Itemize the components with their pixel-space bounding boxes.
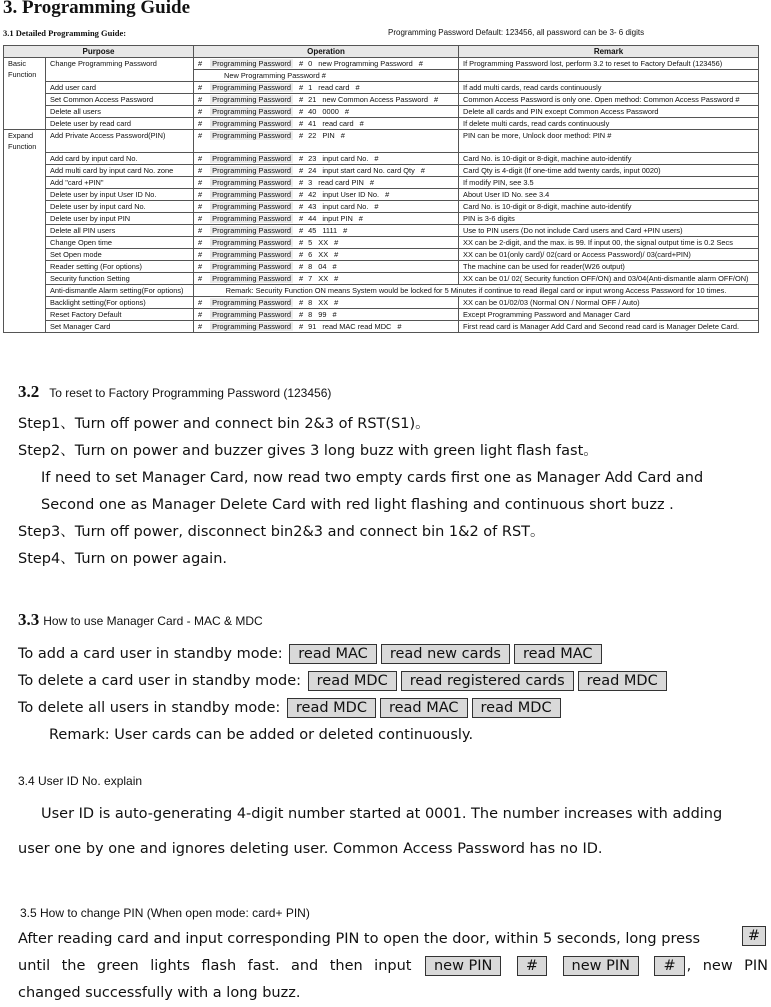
operation-cell	[194, 82, 459, 94]
purpose-cell: Anti-dismantle Alarm setting(For options)	[46, 285, 194, 297]
table-header-row	[4, 46, 759, 58]
operation-token: #	[355, 83, 360, 92]
operation-cell	[194, 297, 459, 309]
operation-token: #	[299, 83, 304, 92]
table-row	[4, 309, 759, 321]
operation-token: 22	[308, 131, 317, 140]
operation-token: #	[198, 322, 203, 331]
operation-token: #	[198, 310, 203, 319]
section-title: To reset to Factory Programming Password (123456)	[49, 386, 332, 400]
hash-key: #	[517, 956, 547, 976]
operation-token: #	[198, 166, 203, 175]
operation-token: Programming Password	[212, 131, 292, 140]
operation-token: #	[299, 322, 304, 331]
table-row	[4, 261, 759, 273]
operation-cell	[194, 249, 459, 261]
operation-token: PIN	[322, 131, 335, 140]
operation-cell	[194, 321, 459, 333]
operation-token: 99	[318, 310, 327, 319]
operation-token: 8	[308, 310, 313, 319]
remark-cell: If Programming Password lost, perform 3.2 to reset to Factory Default (123456)	[459, 58, 759, 70]
section-3-3-body	[18, 641, 669, 749]
operation-token: #	[198, 214, 203, 223]
step-line: Second one as Manager Delete Card with red light flashing and continuous short buzz .	[41, 497, 674, 513]
table-row	[4, 213, 759, 225]
operation-token: #	[418, 59, 423, 68]
operation-token: #	[198, 83, 203, 92]
operation-token: #	[397, 322, 402, 331]
purpose-cell: Backlight setting(For options)	[46, 297, 194, 309]
remark-cell: About User ID No. see 3.4	[459, 189, 759, 201]
operation-cell	[194, 153, 459, 165]
operation-token: Programming Password	[212, 83, 292, 92]
remark-cell: If modify PIN, see 3.5	[459, 177, 759, 189]
remark-cell: Except Programming Password and Manager Card	[459, 309, 759, 321]
table-row	[4, 237, 759, 249]
manager-card-line	[18, 668, 669, 695]
remark-cell: First read card is Manager Add Card and Second read card is Manager Delete Card.	[459, 321, 759, 333]
operation-token: #	[198, 298, 203, 307]
section-number: 3.2	[18, 382, 40, 401]
operation-cell	[194, 118, 459, 130]
operation-token: #	[198, 226, 203, 235]
purpose-cell: Set Common Access Password	[46, 94, 194, 106]
operation-token: 1	[308, 83, 313, 92]
operation-cell	[194, 130, 459, 153]
remark-cell: XX can be 2-digit, and the max. is 99. If input 00, the signal output time is 0.2 Secs	[459, 237, 759, 249]
purpose-cell: Add "card +PIN"	[46, 177, 194, 189]
remark-cell: The machine can be used for reader(W26 output)	[459, 261, 759, 273]
card-action-key: read new cards	[381, 644, 510, 664]
remark-cell: Common Access Password is only one. Open method: Common Access Password #	[459, 94, 759, 106]
operation-cell	[194, 165, 459, 177]
section-3-4-heading: 3.4 User ID No. explain	[18, 774, 143, 788]
remark-cell: Card Qty is 4-digit (If one-time add twenty cards, input 0020)	[459, 165, 759, 177]
instruction-label: To delete a card user in standby mode:	[18, 673, 302, 689]
operation-token: #	[369, 178, 374, 187]
operation-token: 43	[308, 202, 317, 211]
operation-cell	[194, 261, 459, 273]
operation-token: #	[198, 119, 203, 128]
operation-token: 3	[308, 178, 313, 187]
operation-token: #	[343, 226, 348, 235]
table-row	[4, 177, 759, 189]
operation-token: #	[198, 154, 203, 163]
password-default-note: Programming Password Default: 123456, all password can be 3- 6 digits	[388, 28, 645, 37]
header-operation: Operation	[194, 46, 459, 58]
purpose-cell: Change Open time	[46, 237, 194, 249]
remark-cell: PIN is 3-6 digits	[459, 213, 759, 225]
operation-token: read card	[322, 119, 354, 128]
section-number: 3.3	[18, 610, 40, 629]
operation-token: 1111	[322, 226, 338, 235]
operation-token: Programming Password	[212, 250, 292, 259]
operation-token: 21	[308, 95, 317, 104]
pin-text: , new PIN	[686, 958, 769, 974]
operation-token: Programming Password	[212, 298, 292, 307]
table-row	[4, 130, 759, 153]
category-cell: Basic Function	[4, 58, 46, 130]
operation-token: XX	[318, 274, 329, 283]
operation-token: #	[299, 298, 304, 307]
operation-token: #	[198, 107, 203, 116]
operation-token: #	[198, 178, 203, 187]
operation-token: #	[299, 262, 304, 271]
table-row	[4, 165, 759, 177]
header-remark: Remark	[459, 46, 759, 58]
operation-token: Programming Password	[212, 322, 292, 331]
section-3-5-heading: 3.5 How to change PIN (When open mode: card+ PIN)	[20, 906, 310, 920]
operation-token: #	[385, 190, 390, 199]
operation-token: #	[334, 274, 339, 283]
operation-cell	[194, 106, 459, 118]
operation-cell	[194, 58, 459, 70]
operation-token: #	[344, 107, 349, 116]
section-title: How to use Manager Card - MAC & MDC	[43, 614, 263, 628]
step-line: If need to set Manager Card, now read two empty cards first one as Manager Add Card and	[41, 470, 704, 486]
purpose-cell: Delete user by input User ID No.	[46, 189, 194, 201]
hash-key: #	[742, 926, 766, 946]
operation-token: Programming Password	[212, 190, 292, 199]
operation-token: #	[334, 298, 339, 307]
table-row	[4, 201, 759, 213]
operation-token: #	[299, 250, 304, 259]
operation-token: 8	[308, 262, 313, 271]
table-row	[4, 189, 759, 201]
operation-token: Programming Password	[212, 310, 292, 319]
operation-token: Programming Password	[212, 214, 292, 223]
operation-token: Programming Password	[212, 107, 292, 116]
purpose-cell: Delete user by input card No.	[46, 201, 194, 213]
remark-cell: XX can be 01/02/03 (Normal ON / Normal OFF / Auto)	[459, 297, 759, 309]
user-id-line-1: User ID is auto-generating 4-digit number started at 0001. The number increases with adding	[41, 806, 723, 822]
operation-token: Programming Password	[212, 178, 292, 187]
pin-line-3: changed successfully with a long buzz.	[18, 985, 301, 1001]
operation-token: 23	[308, 154, 317, 163]
operation-token: #	[334, 238, 339, 247]
purpose-cell: Add card by input card No.	[46, 153, 194, 165]
operation-token: #	[332, 310, 337, 319]
operation-token: #	[299, 166, 304, 175]
operation-token: 45	[308, 226, 317, 235]
purpose-cell: Change Programming Password	[46, 58, 194, 82]
operation-token: Programming Password	[212, 95, 292, 104]
purpose-cell: Set Manager Card	[46, 321, 194, 333]
operation-token: Programming Password	[212, 274, 292, 283]
purpose-cell: Reset Factory Default	[46, 309, 194, 321]
remark-cell: If delete multi cards, read cards continuously	[459, 118, 759, 130]
remark-cell: If add multi cards, read cards continuously	[459, 82, 759, 94]
programming-guide-table	[3, 45, 759, 333]
hash-key: #	[654, 956, 684, 976]
section-3-1-title: 3.1 Detailed Programming Guide:	[3, 28, 127, 38]
instruction-label: To add a card user in standby mode:	[18, 646, 288, 662]
operation-token: Programming Password	[212, 119, 292, 128]
operation-token: #	[332, 262, 337, 271]
table-row	[4, 225, 759, 237]
step-line: Step1、Turn off power and connect bin 2&3 of RST(S1)。	[18, 416, 430, 432]
operation-token: #	[198, 238, 203, 247]
remark-cell: PIN can be more, Unlock door method: PIN #	[459, 130, 759, 153]
purpose-cell: Delete all users	[46, 106, 194, 118]
operation-cell	[194, 309, 459, 321]
operation-token: #	[299, 119, 304, 128]
operation-cell	[194, 237, 459, 249]
operation-token: 6	[308, 250, 313, 259]
operation-token: #	[299, 214, 304, 223]
operation-token: #	[198, 202, 203, 211]
manager-card-line	[18, 641, 669, 668]
operation-token: 24	[308, 166, 317, 175]
step-line: Step4、Turn on power again.	[18, 551, 227, 567]
operation-token: input card No.	[322, 202, 369, 211]
operation-token: #	[299, 131, 304, 140]
operation-token: 91	[308, 322, 317, 331]
operation-token: 42	[308, 190, 317, 199]
remark-cell: XX can be 01/ 02( Security function OFF/ON) and 03/04(Anti-dismantle alarm OFF/ON)	[459, 273, 759, 285]
remark-cell: Card No. is 10-digit or 8-digit, machine auto-identify	[459, 201, 759, 213]
section-3-5-body	[18, 926, 768, 1007]
operation-token: Programming Password	[212, 154, 292, 163]
operation-token: #	[420, 166, 425, 175]
operation-token: input start card No. card Qty	[322, 166, 415, 175]
operation-token: #	[198, 274, 203, 283]
instruction-label: To delete all users in standby mode:	[18, 700, 285, 716]
operation-cell	[194, 189, 459, 201]
operation-token: #	[299, 274, 304, 283]
section-3-2-body	[18, 411, 703, 573]
operation-token: #	[358, 214, 363, 223]
purpose-cell: Add user card	[46, 82, 194, 94]
card-action-key: read MAC	[514, 644, 602, 664]
purpose-cell: Security function Setting	[46, 273, 194, 285]
header-purpose: Purpose	[4, 46, 194, 58]
operation-token: 44	[308, 214, 317, 223]
remark-cell: Use to PIN users (Do not include Card users and Card +PIN users)	[459, 225, 759, 237]
remark-cell: XX can be 01(only card)/ 02(card or Access Password)/ 03(card+PIN)	[459, 249, 759, 261]
new-pin-key: new PIN	[563, 956, 639, 976]
table-row	[4, 321, 759, 333]
operation-token: #	[374, 154, 379, 163]
pin-line-1	[18, 926, 768, 953]
operation-cell	[194, 273, 459, 285]
card-action-key: read MAC	[380, 698, 468, 718]
operation-token: input card No.	[322, 154, 369, 163]
operation-token: #	[198, 262, 203, 271]
card-action-key: read MAC	[289, 644, 377, 664]
table-row	[4, 82, 759, 94]
table-row	[4, 285, 759, 297]
table-row	[4, 94, 759, 106]
operation-token: read MAC read MDC	[322, 322, 392, 331]
operation-token: Programming Password	[212, 59, 292, 68]
pin-text: until the green lights flash fast. and then input	[18, 958, 412, 974]
pin-text: After reading card and input corresponding PIN to open the door, within 5 seconds, long press	[18, 931, 701, 947]
operation-cell	[194, 213, 459, 225]
remark-cell: Card No. is 10-digit or 8-digit, machine auto-identify	[459, 153, 759, 165]
operation-token: 04	[318, 262, 327, 271]
operation-token: #	[198, 59, 203, 68]
operation-token: read card	[318, 83, 350, 92]
operation-token: #	[359, 119, 364, 128]
operation-cell	[194, 201, 459, 213]
card-action-key: read MDC	[308, 671, 397, 691]
operation-token: input User ID No.	[322, 190, 380, 199]
operation-token: #	[299, 190, 304, 199]
operation-token: #	[299, 238, 304, 247]
operation-token: #	[198, 131, 203, 140]
remark-cell	[459, 70, 759, 82]
operation-cell	[194, 177, 459, 189]
new-pin-key: new PIN	[425, 956, 501, 976]
operation-token: 8	[308, 298, 313, 307]
operation-token: 41	[308, 119, 317, 128]
operation-token: Programming Password	[212, 202, 292, 211]
pin-line-2	[18, 953, 768, 980]
purpose-cell: Add Private Access Password(PIN)	[46, 130, 194, 153]
remark-line: Remark: User cards can be added or deleted continuously.	[49, 727, 474, 743]
operation-token: #	[198, 190, 203, 199]
operation-token: XX	[318, 238, 329, 247]
operation-token: 7	[308, 274, 313, 283]
operation-cell	[194, 94, 459, 106]
merged-remark-cell: Remark: Security Function ON means System would be locked for 5 Minutes if continue to read illegal card or input wrong Access Password for 10 times.	[194, 285, 759, 297]
operation-cell	[194, 225, 459, 237]
table-row	[4, 249, 759, 261]
manager-card-line	[18, 695, 669, 722]
operation-token: Programming Password	[212, 226, 292, 235]
operation-token: 40	[308, 107, 317, 116]
purpose-cell: Delete user by read card	[46, 118, 194, 130]
user-id-line-2: user one by one and ignores deleting user. Common Access Password has no ID.	[18, 841, 603, 857]
operation-token: #	[340, 131, 345, 140]
operation-token: #	[299, 226, 304, 235]
operation-token: 0	[308, 59, 313, 68]
operation-token: #	[433, 95, 439, 104]
purpose-cell: Delete user by input PIN	[46, 213, 194, 225]
operation-token: #	[299, 95, 304, 104]
operation-token: #	[299, 154, 304, 163]
remark-cell: Delete all cards and PIN except Common Access Password	[459, 106, 759, 118]
operation-token: Programming Password	[212, 262, 292, 271]
table-row	[4, 297, 759, 309]
section-3-2-heading	[18, 382, 331, 402]
operation-token: #	[198, 250, 203, 259]
operation-token: Programming Password	[212, 238, 292, 247]
operation-token: 5	[308, 238, 313, 247]
operation-token: read card PIN	[318, 178, 364, 187]
operation-token: #	[299, 310, 304, 319]
step-line: Step3、Turn off power, disconnect bin2&3 and connect bin 1&2 of RST。	[18, 524, 545, 540]
section-3-3-heading	[18, 610, 263, 630]
operation-token: 0000	[322, 107, 339, 116]
operation-token: #	[299, 59, 304, 68]
operation-token: #	[299, 202, 304, 211]
category-cell: Expand Function	[4, 130, 46, 333]
operation-token: #	[299, 178, 304, 187]
operation-token: XX	[318, 298, 329, 307]
table-row	[4, 58, 759, 70]
card-action-key: read MDC	[287, 698, 376, 718]
page-title: 3. Programming Guide	[3, 0, 191, 18]
operation-token: #	[374, 202, 379, 211]
operation-token: Programming Password	[212, 166, 292, 175]
purpose-cell: Reader setting (For options)	[46, 261, 194, 273]
table-row	[4, 273, 759, 285]
operation-token: XX	[318, 250, 329, 259]
operation-token: new Common Access Password	[322, 95, 428, 104]
card-action-key: read registered cards	[401, 671, 574, 691]
operation-token: input PIN	[322, 214, 353, 223]
purpose-cell: Set Open mode	[46, 249, 194, 261]
operation-token: new Programming Password	[318, 59, 413, 68]
purpose-cell: Delete all PIN users	[46, 225, 194, 237]
operation-token: #	[198, 95, 203, 104]
purpose-cell: Add multi card by input card No. zone	[46, 165, 194, 177]
operation-cell: New Programming Password #	[194, 70, 459, 82]
table-row	[4, 153, 759, 165]
card-action-key: read MDC	[472, 698, 561, 718]
operation-token: #	[334, 250, 339, 259]
step-line: Step2、Turn on power and buzzer gives 3 long buzz with green light flash fast。	[18, 443, 598, 459]
table-row	[4, 118, 759, 130]
table-row	[4, 106, 759, 118]
operation-token: #	[299, 107, 304, 116]
card-action-key: read MDC	[578, 671, 667, 691]
